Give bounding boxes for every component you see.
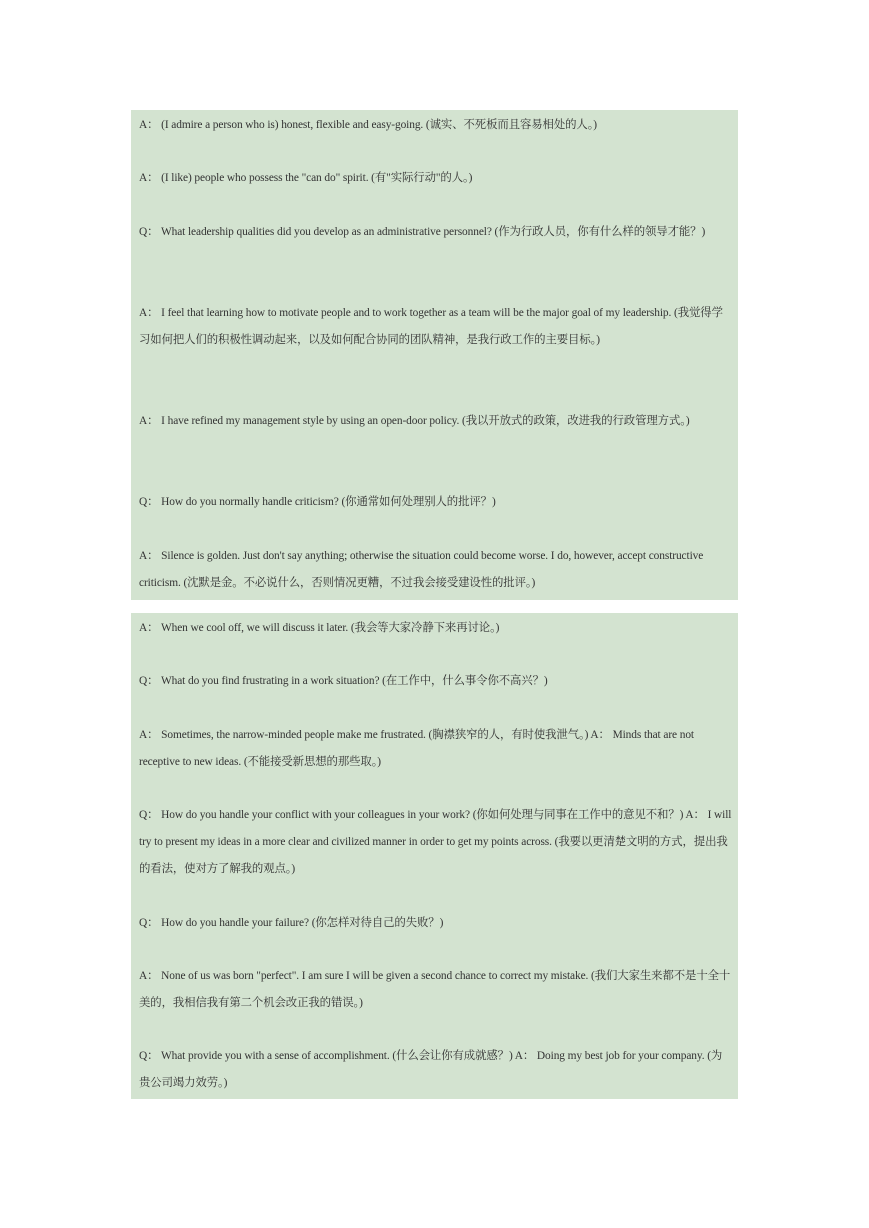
question-paragraph: Q： How do you normally handle criticism? (你通常如何处理别人的批评？) xyxy=(139,496,496,508)
answer-paragraph: A： (I admire a person who is) honest, flexible and easy-going. (诚实、不死板而且容易相处的人。) xyxy=(139,119,597,131)
answer-paragraph: A： Silence is golden. Just don't say anything; otherwise the situation could become worse. I do, however, accept constructive criticism. (沈默是金。不必说什么，否则情况更糟，不过我会接受建设性的批评。) xyxy=(139,550,704,589)
qa-panel-1 xyxy=(131,110,738,600)
answer-paragraph: A： Sometimes, the narrow-minded people make me frustrated. (胸襟狭窄的人，有时使我泄气。) A： Minds that are not receptive to new ideas. (不能接受新思想的那些取。) xyxy=(139,729,694,768)
qa-paragraph: Q： What provide you with a sense of accomplishment. (什么会让你有成就感？) A： Doing my best job for your company. (为贵公司竭力效劳。) xyxy=(139,1050,723,1089)
answer-paragraph: A： When we cool off, we will discuss it later. (我会等大家冷静下来再讨论。) xyxy=(139,622,500,634)
question-paragraph: Q： What do you find frustrating in a work situation? (在工作中，什么事令你不高兴？) xyxy=(139,675,548,687)
qa-paragraph: Q： How do you handle your conflict with your colleagues in your work? (你如何处理与同事在工作中的意见不和？) A： I will try to present my ideas in a more clear and civilized manner in order to get my points across. (我要以更清楚文明的方式，提出我的看法，使对方了解我的观点。) xyxy=(139,809,732,875)
answer-paragraph: A： I have refined my management style by using an open-door policy. (我以开放式的政策，改进我的行政管理方式。) xyxy=(139,415,690,427)
qa-panel-2 xyxy=(131,613,738,1099)
question-paragraph: Q： How do you handle your failure? (你怎样对待自己的失败？) xyxy=(139,917,444,929)
question-paragraph: Q： What leadership qualities did you develop as an administrative personnel? (作为行政人员，你有什么样的领导才能？) xyxy=(139,226,706,238)
answer-paragraph: A： I feel that learning how to motivate people and to work together as a team will be the major goal of my leadership. (我觉得学习如何把人们的积极性调动起来，以及如何配合协同的团队精神，是我行政工作的主要目标。) xyxy=(139,307,723,346)
answer-paragraph: A： (I like) people who possess the "can do" spirit. (有"实际行动"的人。) xyxy=(139,172,473,184)
answer-paragraph: A： None of us was born "perfect". I am sure I will be given a second chance to correct my mistake. (我们大家生来都不是十全十美的，我相信我有第二个机会改正我的错误。) xyxy=(139,970,731,1009)
